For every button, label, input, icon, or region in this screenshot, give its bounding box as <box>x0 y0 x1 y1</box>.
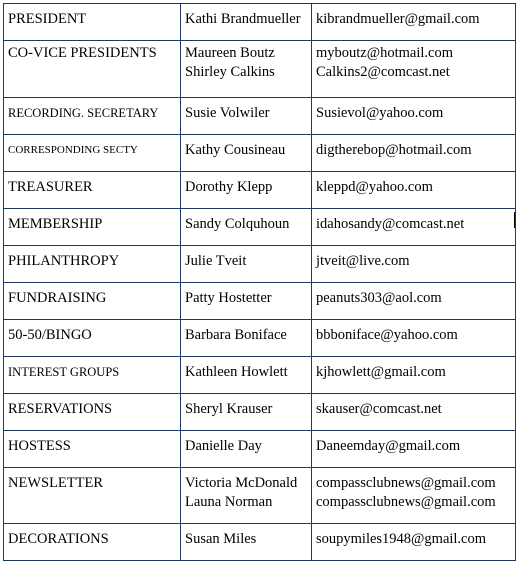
table-row <box>4 468 516 524</box>
officer-email[interactable]: kibrandmueller@gmail.com <box>316 11 480 27</box>
officer-email[interactable]: compassclubnews@gmail.com <box>316 475 496 491</box>
table-row <box>4 172 516 209</box>
officer-name: Kathy Cousineau <box>185 142 286 158</box>
role-cell <box>4 283 181 320</box>
officer-name: Sheryl Krauser <box>185 401 273 417</box>
officers-table <box>3 3 516 561</box>
role-cell <box>4 431 181 468</box>
email-cell <box>312 98 516 135</box>
table-row <box>4 524 516 561</box>
officer-name: Kathleen Howlett <box>185 364 288 380</box>
role-cell <box>4 320 181 357</box>
role-label: RESERVATIONS <box>8 401 113 417</box>
role-label: 50-50/BINGO <box>8 327 92 343</box>
name-cell <box>181 320 312 357</box>
role-cell <box>4 394 181 431</box>
officer-email[interactable]: myboutz@hotmail.com <box>316 45 453 61</box>
officer-name: Susan Miles <box>185 531 257 547</box>
role-label: RECORDING. SECRETARY <box>8 106 159 120</box>
text-cursor <box>514 212 515 228</box>
email-cell <box>312 283 516 320</box>
officer-email[interactable]: idahosandy@comcast.net <box>316 216 465 232</box>
name-cell <box>181 209 312 246</box>
role-cell <box>4 524 181 561</box>
officer-name: Victoria McDonald <box>185 475 298 491</box>
table-row <box>4 357 516 394</box>
officer-name: Dorothy Klepp <box>185 179 273 195</box>
table-row <box>4 283 516 320</box>
table-row <box>4 246 516 283</box>
officer-name: Launa Norman <box>185 494 273 510</box>
table-row <box>4 135 516 172</box>
name-cell <box>181 172 312 209</box>
role-cell <box>4 135 181 172</box>
role-cell <box>4 246 181 283</box>
role-label: TREASURER <box>8 179 93 195</box>
email-cell <box>312 209 516 246</box>
officer-email[interactable]: bbboniface@yahoo.com <box>316 327 458 343</box>
table-row <box>4 209 516 246</box>
name-cell <box>181 41 312 98</box>
name-cell <box>181 394 312 431</box>
officer-email[interactable]: Calkins2@comcast.net <box>316 64 450 80</box>
role-label: CO-VICE PRESIDENTS <box>8 45 157 61</box>
name-cell <box>181 246 312 283</box>
email-cell <box>312 524 516 561</box>
name-cell <box>181 283 312 320</box>
email-cell <box>312 431 516 468</box>
officer-email[interactable]: digtherebop@hotmail.com <box>316 142 472 158</box>
role-label: NEWSLETTER <box>8 475 104 491</box>
role-label: DECORATIONS <box>8 531 109 547</box>
role-cell <box>4 41 181 98</box>
officer-email[interactable]: kjhowlett@gmail.com <box>316 364 446 380</box>
role-label: HOSTESS <box>8 438 71 454</box>
officer-name: Julie Tveit <box>185 253 247 269</box>
officer-name: Susie Volwiler <box>185 105 270 121</box>
officer-email[interactable]: compassclubnews@gmail.com <box>316 494 496 510</box>
officer-name: Maureen Boutz <box>185 45 275 61</box>
role-label: PRESIDENT <box>8 11 87 27</box>
name-cell <box>181 4 312 41</box>
name-cell <box>181 524 312 561</box>
table-row <box>4 431 516 468</box>
role-label: FUNDRAISING <box>8 290 107 306</box>
email-cell <box>312 357 516 394</box>
email-cell <box>312 135 516 172</box>
email-cell <box>312 394 516 431</box>
role-cell <box>4 98 181 135</box>
email-cell <box>312 41 516 98</box>
officer-email[interactable]: peanuts303@aol.com <box>316 290 442 306</box>
table-row <box>4 320 516 357</box>
email-cell <box>312 468 516 524</box>
officer-name: Sandy Colquhoun <box>185 216 290 232</box>
email-cell <box>312 246 516 283</box>
name-cell <box>181 468 312 524</box>
role-label: PHILANTHROPY <box>8 253 120 269</box>
role-label: CORRESPONDING SECTY <box>8 144 138 156</box>
officer-name: Shirley Calkins <box>185 64 275 80</box>
officer-email[interactable]: kleppd@yahoo.com <box>316 179 433 195</box>
role-cell <box>4 172 181 209</box>
table-row <box>4 41 516 98</box>
role-cell <box>4 209 181 246</box>
role-label: MEMBERSHIP <box>8 216 103 232</box>
name-cell <box>181 357 312 394</box>
officer-email[interactable]: skauser@comcast.net <box>316 401 442 417</box>
table-row <box>4 4 516 41</box>
email-cell <box>312 172 516 209</box>
officer-email[interactable]: Daneemday@gmail.com <box>316 438 461 454</box>
role-label: INTEREST GROUPS <box>8 365 120 379</box>
officer-email[interactable]: jtveit@live.com <box>316 253 410 269</box>
table-row <box>4 98 516 135</box>
officer-name: Barbara Boniface <box>185 327 287 343</box>
officer-email[interactable]: soupymiles1948@gmail.com <box>316 531 487 547</box>
name-cell <box>181 135 312 172</box>
officer-name: Patty Hostetter <box>185 290 272 306</box>
officer-email[interactable]: Susievol@yahoo.com <box>316 105 444 121</box>
officer-name: Kathi Brandmueller <box>185 11 301 27</box>
role-cell <box>4 357 181 394</box>
email-cell <box>312 320 516 357</box>
role-cell <box>4 4 181 41</box>
role-cell <box>4 468 181 524</box>
email-cell <box>312 4 516 41</box>
name-cell <box>181 98 312 135</box>
officer-name: Danielle Day <box>185 438 262 454</box>
name-cell <box>181 431 312 468</box>
table-row <box>4 394 516 431</box>
